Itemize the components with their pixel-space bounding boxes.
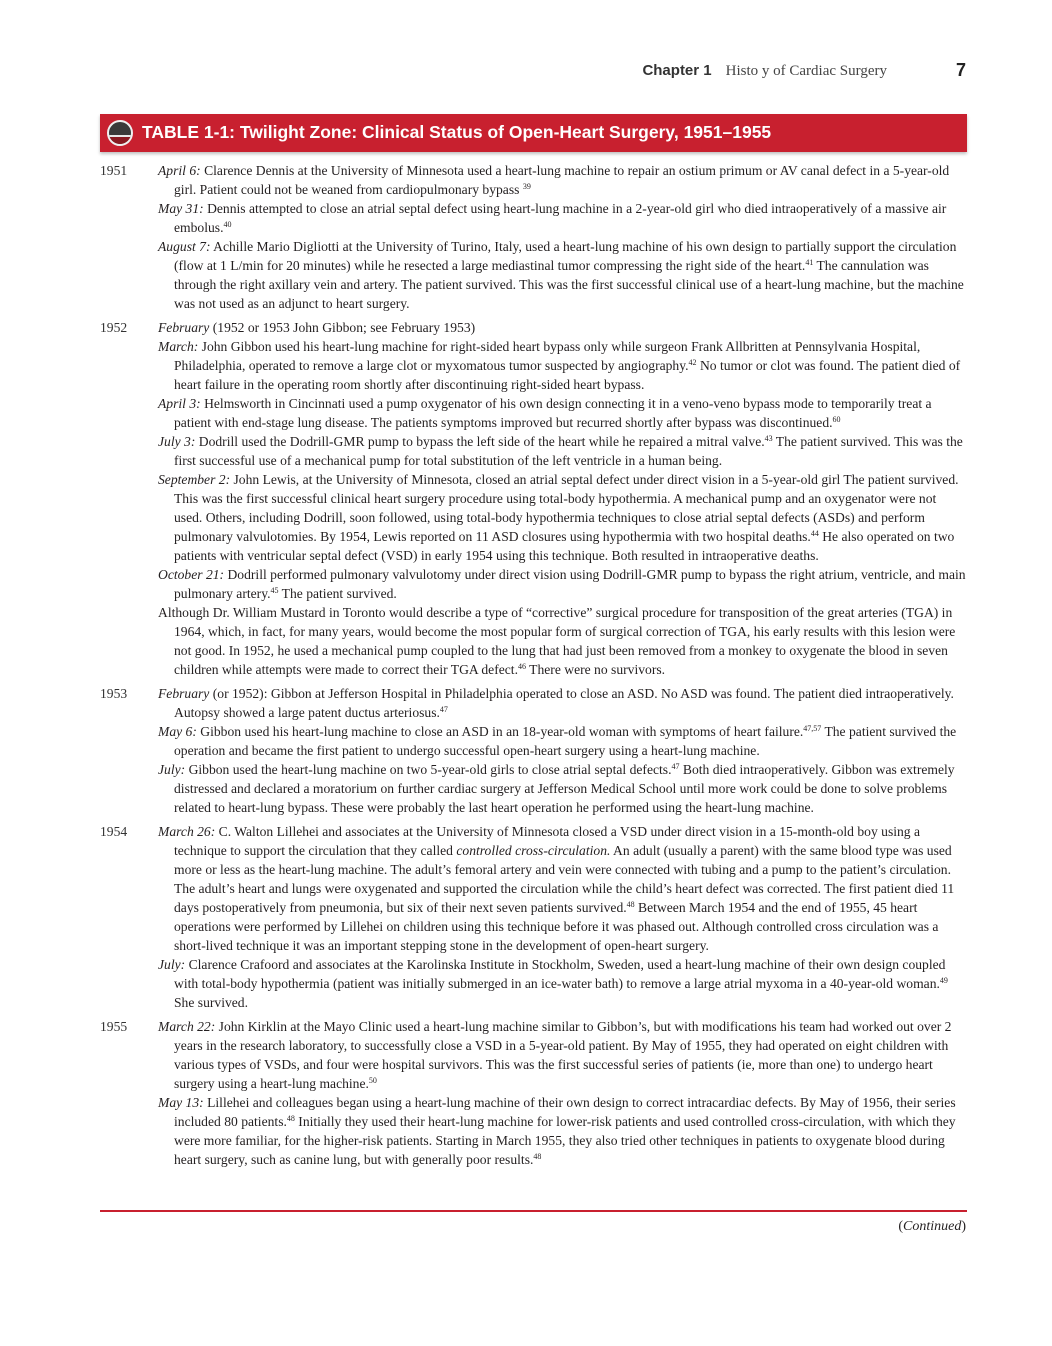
entry-text: Lillehei and colleagues began using a heart-lung machine of their own design to correct intracardiac defects. By May of 1956, their series included 80 patients. xyxy=(174,1095,956,1129)
entry-text: C. Walton Lillehei and associates at the University of Minnesota closed a VSD under direct vision in a 15-month-old boy using a technique to support the circulation that they called xyxy=(174,824,921,858)
entry-text: Between March 1954 and the end of 1955, 45 heart operations were performed by Lillehei on children using this technique before it was phased out. Although controlled cross circulation was a short-lived technique it was an important stepping stone in the development of open-heart surgery. xyxy=(174,900,939,953)
year-label: 1955 xyxy=(100,1019,128,1034)
entry-date: September 2: xyxy=(158,472,231,487)
entry-date: March: xyxy=(158,339,199,354)
reference-superscript: 42 xyxy=(688,358,697,367)
reference-superscript: 39 xyxy=(522,182,531,191)
table-entry xyxy=(158,199,967,237)
entry-text: Initially they used their heart-lung machine for lower-risk patients and used controlled cross-circulation, with which they were more familiar, for the higher-risk patients. Starting in March 1955, they also tried other techniques in patients to oxygenate blood during heart surgery, such as canine lung, but with generally poor results. xyxy=(174,1114,956,1167)
entry-text: The cannulation was through the right axillary vein and artery. The patient survived. This was the first successful clinical use of a heart-lung machine, but the machine was not used as an adjunct to heart surgery. xyxy=(174,258,964,311)
year-entries xyxy=(158,684,967,817)
entry-text: Although Dr. William Mustard in Toronto would describe a type of “corrective” surgical procedure for transposition of the great arteries (TGA) in 1964, which, in fact, for many years, would become the most popular form of surgical correction of TGA, his early results with this lesion were not good. In 1952, he used a mechanical pump coupled to the lung that had just been removed from a monkey to oxygenate the blood in seven children while attempts were made to correct their TGA defect. xyxy=(158,605,956,677)
entry-text: Gibbon used his heart-lung machine to close an ASD in an 18-year-old woman with symptoms of heart failure. xyxy=(196,724,804,739)
reference-superscript: 47 xyxy=(439,705,448,714)
year-label: 1951 xyxy=(100,163,128,178)
reference-superscript: 46 xyxy=(518,662,526,671)
year-group-1954 xyxy=(100,822,967,1012)
entry-text: He also operated on two patients with ventricular septal defect (VSD) in early 1954 using this technique. Both resulted in intraoperative deaths. xyxy=(174,529,955,563)
entry-date: May 6: xyxy=(158,724,197,739)
entry-date: July 3: xyxy=(158,434,196,449)
year-entries xyxy=(158,1017,967,1169)
entry-text: Clarence Dennis at the University of Minnesota used a heart-lung machine to repair an ostium primum or AV canal defect in a 5-year-old girl. Patient could not be weaned from cardiopulmonary bypass xyxy=(174,163,950,197)
year-entries xyxy=(158,161,967,313)
table-emblem-icon xyxy=(107,120,133,146)
table-entry xyxy=(158,470,967,565)
reference-superscript: 47,57 xyxy=(803,724,822,733)
reference-superscript: 60 xyxy=(832,415,841,424)
reference-superscript: 49 xyxy=(939,976,948,985)
year-label: 1954 xyxy=(100,824,128,839)
reference-superscript: 48 xyxy=(626,900,635,909)
year-group-1955 xyxy=(100,1017,967,1169)
entry-text: Gibbon used the heart-lung machine on two 5-year-old girls to close atrial septal defects. xyxy=(185,762,672,777)
reference-superscript: 50 xyxy=(368,1076,377,1085)
table-entry xyxy=(158,161,967,199)
table-entry xyxy=(158,822,967,955)
entry-date: July: xyxy=(158,957,186,972)
entry-date: March 22: xyxy=(158,1019,216,1034)
table-title-banner xyxy=(100,114,967,152)
table-entry xyxy=(158,955,967,1012)
table-entry xyxy=(158,337,967,394)
table-bottom-rule xyxy=(100,1210,967,1212)
year-entries xyxy=(158,318,967,679)
continued-note: (Continued) xyxy=(898,1219,966,1234)
entry-date: October 21: xyxy=(158,567,225,582)
entry-date: July: xyxy=(158,762,186,777)
chapter-label: Chapter 1 xyxy=(642,62,712,79)
running-head-chapter xyxy=(642,62,887,80)
reference-superscript: 44 xyxy=(810,529,819,538)
reference-superscript: 48 xyxy=(533,1152,542,1161)
table-entry xyxy=(158,1093,967,1169)
entry-text: (or 1952): Gibbon at Jefferson Hospital in Philadelphia operated to close an ASD. No ASD was found. The patient died intraoperatively. Autopsy showed a large patent ductus arteriosus. xyxy=(174,686,954,720)
entry-text: Dodrill performed pulmonary valvulotomy under direct vision using Dodrill-GMR pump to bypass the right atrium, ventricle, and main pulmonary artery. xyxy=(174,567,966,601)
reference-superscript: 41 xyxy=(805,258,814,267)
entry-text: Clarence Crafoord and associates at the Karolinska Institute in Stockholm, Sweden, used a heart-lung machine of their own design coupled with total-body hypothermia (patient was initially submerged in an ice-water bath) to remove a large atrial myxoma in a 40-year-old woman. xyxy=(174,957,946,991)
table-entry xyxy=(158,760,967,817)
page-number: 7 xyxy=(955,60,966,80)
chapter-title: Histo y of Cardiac Surgery xyxy=(725,63,887,79)
reference-superscript: 48 xyxy=(286,1114,295,1123)
reference-superscript: 43 xyxy=(764,434,773,443)
table-entry xyxy=(158,318,967,337)
table-entry xyxy=(158,1017,967,1093)
entry-date: May 13: xyxy=(158,1095,204,1110)
entry-date: April 3: xyxy=(158,396,201,411)
year-entries xyxy=(158,822,967,1012)
entry-emphasis: controlled cross-circulation. xyxy=(456,843,611,858)
entry-date: March 26: xyxy=(158,824,216,839)
year-group-1952 xyxy=(100,318,967,679)
table-entry xyxy=(158,603,967,679)
table-entry xyxy=(158,432,967,470)
reference-superscript: 47 xyxy=(671,762,680,771)
entry-text: Achille Mario Digliotti at the University of Turino, Italy, used a heart-lung machine of his own design to partially support the circulation (flow at 1 L/min for 20 minutes) while he resected a large mediastinal tumor compressing the right side of the heart. xyxy=(174,239,957,273)
entry-text: The patient survived. This was the first successful use of a mechanical pump for total substitution of the left ventricle in a human being. xyxy=(174,434,963,468)
continued-label: Continued xyxy=(902,1219,962,1234)
entry-date: February xyxy=(158,320,210,335)
entry-text: The patient survived the operation and became the first patient to undergo successful open-heart surgery using a heart-lung machine. xyxy=(174,724,957,758)
entry-text: She survived. xyxy=(174,995,249,1010)
entry-text: (1952 or 1953 John Gibbon; see February 1953) xyxy=(209,320,476,335)
reference-superscript: 40 xyxy=(223,220,232,229)
table-title: TABLE 1-1: Twilight Zone: Clinical Status of Open-Heart Surgery, 1951–1955 xyxy=(142,122,772,142)
entry-text: John Lewis, at the University of Minnesota, closed an atrial septal defect under direct vision in a 5-year-old girl The patient survived. This was the first successful clinical heart surgery procedure using total-body hypothermia. A mechanical pump and an oxygenator were not used. Others, including Dodrill, soon followed, using total-body hypothermia techniques to close atrial septal defects (ASDs) and perform pulmonary valvulotomies. By 1954, Lewis reported on 11 ASD closures using hypothermia with two hospital deaths. xyxy=(174,472,959,544)
year-label: 1952 xyxy=(100,320,128,335)
entry-text: John Gibbon used his heart-lung machine for right-sided heart bypass only while surgeon Frank Allbritten at Pennsylvania Hospital, Philadelphia, operated to remove a large clot or myxomatous tumor suspected by angiography. xyxy=(174,339,921,373)
table-entry xyxy=(158,684,967,722)
entry-text: The patient survived. xyxy=(278,586,397,601)
entry-text: Helmsworth in Cincinnati used a pump oxygenator of his own design connecting it in a veno-veno bypass mode to temporarily treat a patient with end-stage lung disease. The patients symptoms improved but recurred shortly after bypass was discontinued. xyxy=(174,396,932,430)
entry-date: February xyxy=(158,686,210,701)
entry-text: John Kirklin at the Mayo Clinic used a heart-lung machine similar to Gibbon’s, but with modifications his team had worked out over 2 years in the research laboratory, to successfully close a VSD in a 5-year-old patient. By May of 1955, they had operated on eight children with various types of VSDs, and four were hospital survivors. This was the first successful series of patients (ie, more than one) to undergo heart surgery using a heart-lung machine. xyxy=(174,1019,952,1091)
entry-text: An adult (usually a parent) with the same blood type was used more or less as the heart-lung machine. The adult’s femoral artery and vein were connected with tubing and a pump to the patient’s circulation. The adult’s heart and lungs were oxygenated and supported the circulation while the child’s heart defect was corrected. The first patient died 11 days postoperatively from pneumonia, but six of their next seven patients survived. xyxy=(174,843,955,915)
year-group-1953 xyxy=(100,684,967,817)
entry-text: No tumor or clot was found. The patient died of heart failure in the operating room shortly after discontinuing right-sided heart bypass. xyxy=(174,358,961,392)
entry-date: May 31: xyxy=(158,201,204,216)
entry-text: Dennis attempted to close an atrial septal defect using heart-lung machine in a 2-year-old girl who died intraoperatively of a massive air embolus. xyxy=(174,201,947,235)
entry-date: August 7: xyxy=(158,239,211,254)
table-entry xyxy=(158,394,967,432)
year-group-1951 xyxy=(100,161,967,313)
entry-text: Dodrill used the Dodrill-GMR pump to bypass the left side of the heart while he repaired a mitral valve. xyxy=(195,434,765,449)
table-entry xyxy=(158,237,967,313)
entry-date: April 6: xyxy=(158,163,201,178)
table-body xyxy=(100,161,967,1174)
entry-text: Both died intraoperatively. Gibbon was extremely distressed and declared a moratorium on further cardiac surgery at Jefferson Medical School until more work could be done to solve problems related to heart-lung bypass. These were probably the last heart operation he performed using the heart-lung machine. xyxy=(174,762,955,815)
running-head xyxy=(0,60,1052,86)
year-label: 1953 xyxy=(100,686,128,701)
table-entry xyxy=(158,722,967,760)
reference-superscript: 45 xyxy=(270,586,279,595)
table-entry xyxy=(158,565,967,603)
entry-text: There were no survivors. xyxy=(526,662,666,677)
